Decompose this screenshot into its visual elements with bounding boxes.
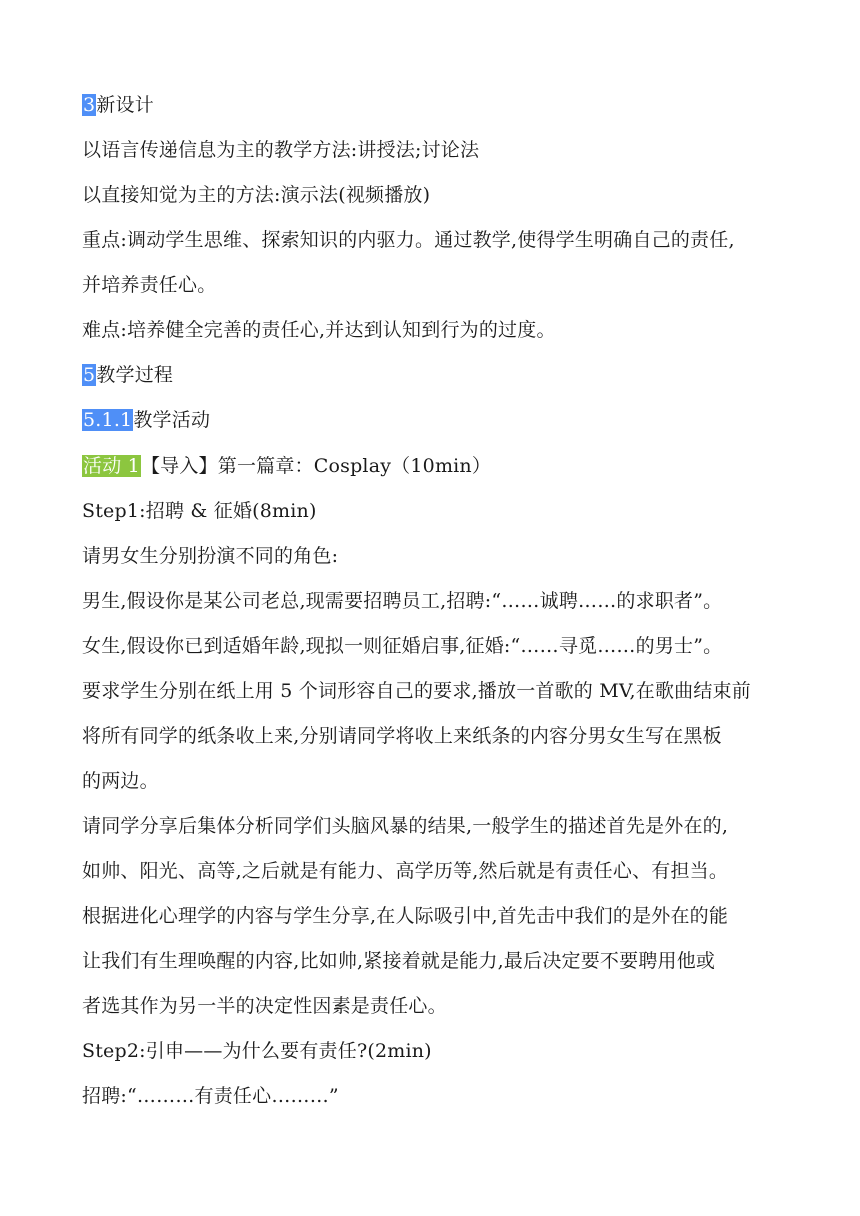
activity-tag-highlight: 活动 1: [83, 455, 140, 477]
section-title: 教学活动: [133, 409, 211, 431]
body-line: 将所有同学的纸条收上来,分别请同学将收上来纸条的内容分男女生写在黑板: [82, 725, 722, 747]
body-line: 如帅、阳光、高等,之后就是有能力、高学历等,然后就是有责任心、有担当。: [82, 860, 729, 882]
body-line: 男生,假设你是某公司老总,现需要招聘员工,招聘:“……诚聘……的求职者”。: [82, 590, 723, 612]
activity-title: 【导入】第一篇章：Cosplay（10min）: [140, 455, 492, 477]
step-1-heading: Step1:招聘 & 征婚(8min): [82, 500, 317, 522]
paragraph-key-point: 重点:调动学生思维、探索知识的内驱力。通过教学,使得学生明确自己的责任,: [82, 229, 735, 251]
section-3-heading: [82, 92, 154, 118]
body-line: 让我们有生理唤醒的内容,比如帅,紧接着就是能力,最后决定要不要聘用他或: [82, 950, 716, 972]
paragraph-perception-method: 以直接知觉为主的方法:演示法(视频播放): [82, 184, 431, 206]
section-number-highlight: 5.1.1: [83, 409, 133, 431]
body-line: 的两边。: [82, 770, 159, 792]
body-line: 者选其作为另一半的决定性因素是责任心。: [82, 995, 447, 1017]
body-line: 女生,假设你已到适婚年龄,现拟一则征婚启事,征婚:“……寻觅……的男士”。: [82, 635, 723, 657]
paragraph-difficulty: 难点:培养健全完善的责任心,并达到认知到行为的过度。: [82, 319, 556, 341]
paragraph-teaching-method: 以语言传递信息为主的教学方法:讲授法;讨论法: [82, 139, 480, 161]
body-line: 请同学分享后集体分析同学们头脑风暴的结果,一般学生的描述首先是外在的,: [82, 815, 729, 837]
body-line: 招聘:“………有责任心………”: [82, 1085, 339, 1107]
section-511-heading: [82, 407, 210, 433]
section-title: 教学过程: [96, 364, 174, 386]
section-title: 新设计: [96, 94, 154, 116]
section-5-heading: [82, 362, 173, 388]
activity-1-heading: [82, 453, 491, 479]
body-line: 根据进化心理学的内容与学生分享,在人际吸引中,首先击中我们的是外在的能: [82, 905, 729, 927]
paragraph-key-point-cont: 并培养责任心。: [82, 274, 217, 296]
section-number-highlight: 3: [83, 94, 96, 116]
step-2-heading: Step2:引申——为什么要有责任?(2min): [82, 1040, 432, 1062]
section-number-highlight: 5: [83, 364, 96, 386]
body-line: 要求学生分别在纸上用 5 个词形容自己的要求,播放一首歌的 MV,在歌曲结束前: [82, 680, 751, 702]
body-line: 请男女生分别扮演不同的角色:: [82, 545, 339, 567]
